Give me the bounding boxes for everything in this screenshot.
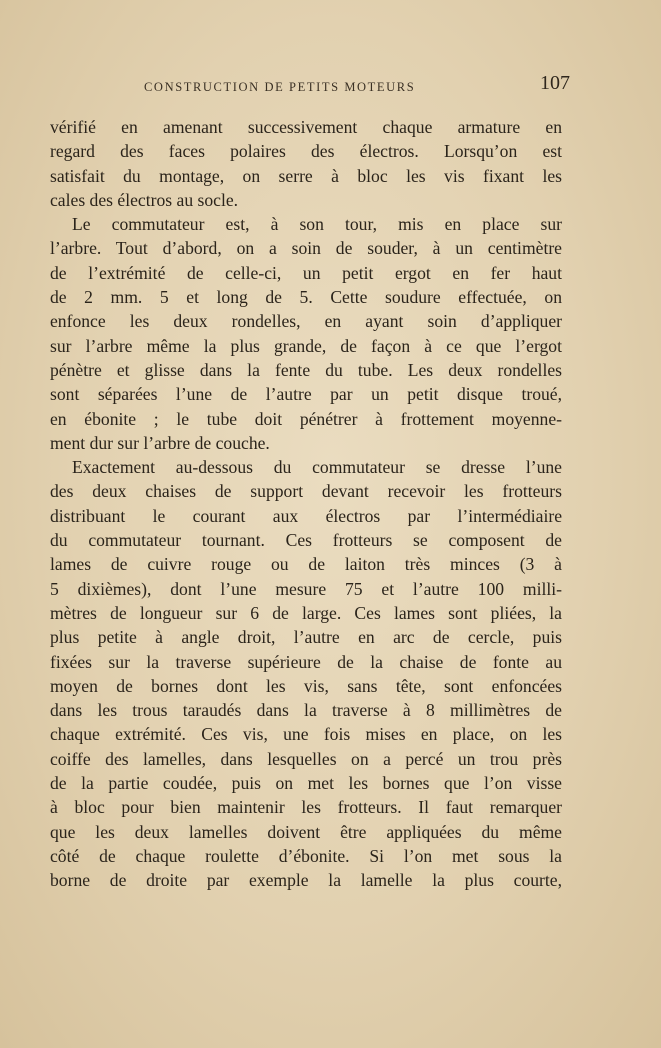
text-line: satisfait du montage, on serre à bloc les vis fixant les xyxy=(50,165,562,186)
text-line: coiffe des lamelles, dans lesquelles on a percé un trou près xyxy=(50,748,562,769)
text-line: de la partie coudée, puis on met les bornes que l’on visse xyxy=(50,773,562,794)
text-line: chaque extrémité. Ces vis, une fois mises en place, on les xyxy=(50,724,562,745)
text-line: que les deux lamelles doivent être appliquées du même xyxy=(50,821,562,842)
text-line: mètres de longueur sur 6 de large. Ces lames sont pliées, la xyxy=(50,602,562,623)
text-line: du commutateur tournant. Ces frotteurs se composent de xyxy=(50,530,562,551)
text-line: des deux chaises de support devant recevoir les frotteurs xyxy=(50,481,562,502)
text-line: dans les trous taraudés dans la traverse à 8 millimètres de xyxy=(50,700,562,721)
text-line: sont séparées l’une de l’autre par un petit disque troué, xyxy=(50,384,562,405)
text-line: l’arbre. Tout d’abord, on a soin de souder, à un centimètre xyxy=(50,238,562,259)
text-line: cales des électros au socle. xyxy=(50,189,239,210)
body-text xyxy=(50,115,562,893)
text-line: fixées sur la traverse supérieure de la chaise de fonte au xyxy=(50,651,562,672)
text-line: lames de cuivre rouge ou de laiton très minces (3 à xyxy=(50,554,562,575)
text-line: enfonce les deux rondelles, en ayant soin d’appliquer xyxy=(50,311,562,332)
text-line: Le commutateur est, à son tour, mis en place sur xyxy=(72,214,562,235)
text-line: Exactement au-dessous du commutateur se dresse l’une xyxy=(72,457,562,478)
page-number: 107 xyxy=(540,72,570,94)
text-line: à bloc pour bien maintenir les frotteurs. Il faut remarquer xyxy=(50,797,562,818)
text-line: de l’extrémité de celle-ci, un petit ergot en fer haut xyxy=(50,262,562,283)
text-line: côté de chaque roulette d’ébonite. Si l’on met sous la xyxy=(50,845,562,866)
running-head: CONSTRUCTION DE PETITS MOTEURS xyxy=(144,80,416,94)
text-line: 5 dixièmes), dont l’une mesure 75 et l’autre 100 milli- xyxy=(50,578,562,599)
text-line: sur l’arbre même la plus grande, de façon à ce que l’ergot xyxy=(50,335,562,356)
text-line: en ébonite ; le tube doit pénétrer à frottement moyenne- xyxy=(50,408,562,429)
text-line: regard des faces polaires des électros. Lorsqu’on est xyxy=(50,141,562,162)
text-line: borne de droite par exemple la lamelle la plus courte, xyxy=(50,870,562,891)
text-line: pénètre et glisse dans la fente du tube. Les deux rondelles xyxy=(50,359,562,380)
text-line: vérifié en amenant successivement chaque armature en xyxy=(50,117,562,137)
page-header xyxy=(140,72,570,102)
text-line: de 2 mm. 5 et long de 5. Cette soudure effectuée, on xyxy=(50,287,562,308)
text-line: moyen de bornes dont les vis, sans tête, sont enfoncées xyxy=(50,675,562,696)
text-line: ment dur sur l’arbre de couche. xyxy=(50,432,270,453)
text-line: plus petite à angle droit, l’autre en arc de cercle, puis xyxy=(50,627,562,648)
text-line: distribuant le courant aux électros par l’intermédiaire xyxy=(50,505,562,526)
